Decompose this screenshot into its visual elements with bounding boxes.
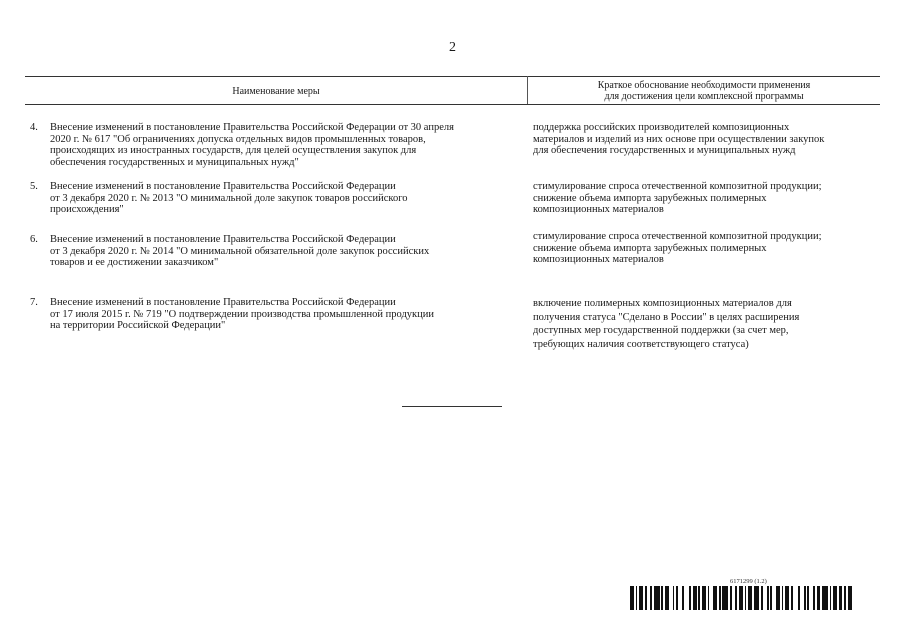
- header-measure: Наименование меры: [232, 86, 320, 97]
- text-line: от 3 декабря 2020 г. № 2013 "О минимальной доле закупок товаров российского: [50, 192, 408, 204]
- row-number: 4.: [30, 122, 38, 133]
- header-reason: [528, 80, 880, 102]
- text-line: стимулирование спроса отечественной композитной продукции;: [533, 231, 822, 242]
- text-line: для обеспечения государственных и муниципальных нужд: [533, 145, 796, 156]
- text-line: Внесение изменений в постановление Правительства Российской Федерации: [50, 234, 396, 245]
- reason-text: [533, 122, 853, 157]
- measure-text: [50, 234, 520, 269]
- text-line: снижение объема импорта зарубежных полимерных: [533, 242, 767, 254]
- text-line: получения статуса "Сделано в России" в целях расширения: [533, 311, 800, 323]
- text-line: поддержка российских производителей композиционных: [533, 122, 790, 133]
- measure-text: [50, 297, 520, 332]
- barcode: [630, 586, 856, 610]
- table-top-rule: [25, 76, 880, 77]
- row-number: 5.: [30, 181, 38, 192]
- row-number: 6.: [30, 234, 38, 245]
- reason-text: [533, 231, 853, 266]
- document-code: 6171299 (1.2): [730, 578, 767, 585]
- text-line: материалов и изделий из них основе при осуществлении закупок: [533, 133, 825, 145]
- text-line: снижение объема импорта зарубежных полимерных: [533, 192, 767, 204]
- row-number: 7.: [30, 297, 38, 308]
- text-line: 2020 г. № 617 "Об ограничениях допуска отдельных видов промышленных товаров,: [50, 133, 426, 145]
- text-line: происходящих из иностранных государств, для целей осуществления закупок для: [50, 145, 417, 156]
- text-line: от 17 июля 2015 г. № 719 "О подтверждении производства промышленной продукции: [50, 308, 435, 320]
- barcode-bar: [852, 586, 856, 610]
- text-line: композиционных материалов: [533, 254, 664, 265]
- page-number: 2: [449, 40, 456, 55]
- reason-text: [533, 297, 853, 351]
- text-line: Внесение изменений в постановление Правительства Российской Федерации: [50, 181, 396, 192]
- table-header-rule: [25, 104, 880, 105]
- text-line: композиционных материалов: [533, 204, 664, 215]
- text-line: обеспечения государственных и муниципальных нужд": [50, 156, 299, 168]
- text-line: стимулирование спроса отечественной композитной продукции;: [533, 181, 822, 192]
- header-reason-line1: Краткое обоснование необходимости применения: [597, 80, 811, 91]
- end-of-table-line: [402, 406, 502, 407]
- reason-text: [533, 181, 853, 216]
- text-line: Внесение изменений в постановление Правительства Российской Федерации от 30 апреля: [50, 122, 454, 133]
- text-line: на территории Российской Федерации": [50, 320, 226, 331]
- text-line: происхождения": [50, 204, 124, 215]
- text-line: требующих наличия соответствующего статуса): [533, 338, 749, 350]
- text-line: от 3 декабря 2020 г. № 2014 "О минимальной обязательной доле закупок российских: [50, 245, 430, 257]
- text-line: Внесение изменений в постановление Правительства Российской Федерации: [50, 297, 396, 308]
- text-line: включение полимерных композиционных материалов для: [533, 298, 792, 309]
- text-line: доступных мер государственной поддержки (за счет мер,: [533, 325, 789, 336]
- measure-text: [50, 122, 520, 168]
- measure-text: [50, 181, 520, 216]
- header-reason-line2: для достижения цели комплексной программы: [604, 91, 804, 102]
- text-line: товаров и ее достижении заказчиком": [50, 257, 219, 268]
